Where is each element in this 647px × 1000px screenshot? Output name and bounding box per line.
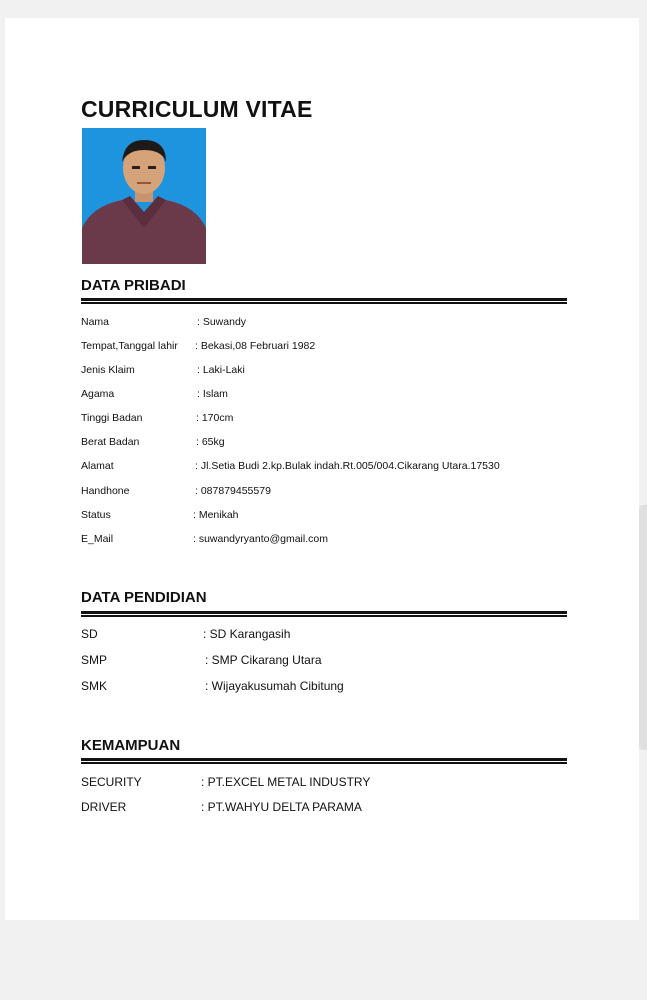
row-value: : 087879455579 [195, 485, 271, 497]
row-value: : Islam [197, 388, 228, 400]
document-title: CURRICULUM VITAE [81, 96, 313, 122]
row-label: Berat Badan [81, 436, 140, 448]
row-value: : PT.WAHYU DELTA PARAMA [201, 800, 362, 814]
section-divider [81, 758, 567, 764]
row-label: Jenis Klaim [81, 364, 135, 376]
row-label: Handhone [81, 485, 130, 497]
row-label: DRIVER [81, 800, 127, 814]
row-value: : Bekasi,08 Februari 1982 [195, 340, 316, 352]
row-label: SMP [81, 653, 108, 667]
row-label: Nama [81, 316, 110, 328]
row-value: : 170cm [196, 412, 234, 424]
row-label: Status [81, 509, 111, 521]
row-value: : SMP Cikarang Utara [205, 653, 322, 667]
row-value: : 65kg [196, 436, 225, 448]
vertical-scrollbar[interactable] [639, 505, 647, 750]
row-value: : suwandyryanto@gmail.com [193, 533, 328, 545]
row-value: : PT.EXCEL METAL INDUSTRY [201, 775, 371, 789]
row-label: E_Mail [81, 533, 114, 545]
row-label: Tempat,Tanggal lahir [81, 340, 178, 352]
profile-photo [82, 128, 206, 264]
row-label: SECURITY [81, 775, 142, 789]
section-title-data-pendidikan: DATA PENDIDIAN [81, 589, 207, 606]
row-value: : SD Karangasih [203, 627, 291, 641]
section-divider [81, 298, 567, 304]
row-label: Alamat [81, 460, 114, 472]
row-label: SMK [81, 679, 108, 693]
document-page [5, 18, 639, 920]
row-value: : Suwandy [197, 316, 247, 328]
section-title-kemampuan: KEMAMPUAN [81, 737, 181, 754]
row-label: Agama [81, 388, 115, 400]
row-value: : Wijayakusumah Cibitung [205, 679, 344, 693]
row-value: : Jl.Setia Budi 2.kp.Bulak indah.Rt.005/004.Cikarang Utara.17530 [195, 460, 500, 472]
section-title-data-pribadi: DATA PRIBADI [81, 277, 186, 294]
section-divider [81, 611, 567, 617]
row-label: SD [81, 627, 98, 641]
row-value: : Laki-Laki [197, 364, 245, 376]
row-label: Tinggi Badan [81, 412, 143, 424]
row-value: : Menikah [193, 509, 239, 521]
